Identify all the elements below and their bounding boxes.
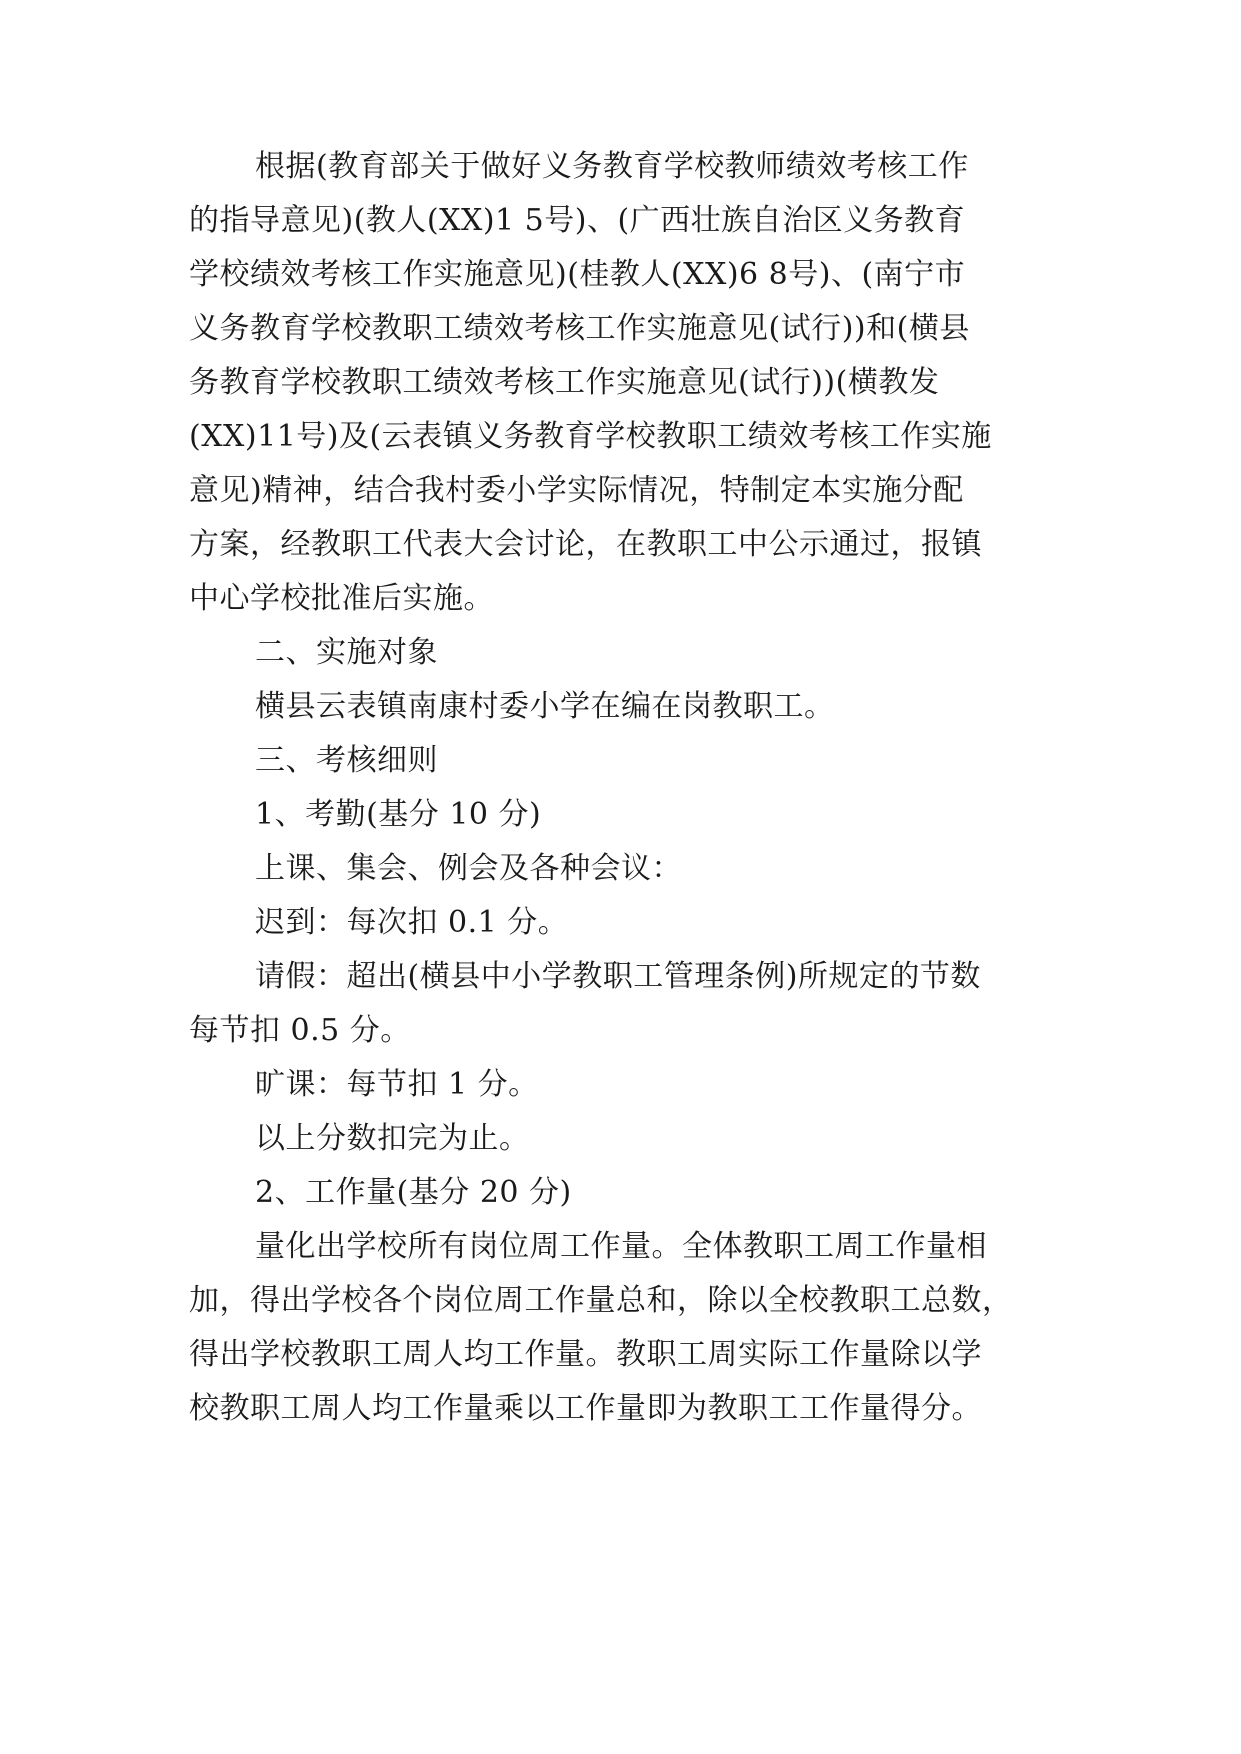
- section-heading: 二、实施对象: [255, 635, 438, 670]
- paragraph-line: 迟到：每次扣 0.1 分。: [255, 905, 569, 940]
- paragraph-line: 的指导意见)(教人(XX)1 5号)、(广西壮族自治区义务教育: [189, 203, 966, 238]
- paragraph-line: 横县云表镇南康村委小学在编在岗教职工。: [255, 689, 835, 724]
- paragraph-line: 量化出学校所有岗位周工作量。全体教职工周工作量相: [255, 1229, 987, 1264]
- paragraph-line: 务教育学校教职工绩效考核工作实施意见(试行))(横教发: [189, 365, 940, 400]
- paragraph-line: 旷课：每节扣 1 分。: [255, 1067, 539, 1102]
- paragraph-line: 方案，经教职工代表大会讨论，在教职工中公示通过，报镇: [189, 527, 982, 562]
- paragraph-line: 义务教育学校教职工绩效考核工作实施意见(试行))和(横县: [189, 311, 970, 346]
- paragraph-line: 意见)精神，结合我村委小学实际情况，特制定本实施分配: [189, 473, 964, 508]
- paragraph-line: 上课、集会、例会及各种会议：: [255, 851, 682, 886]
- section-heading: 三、考核细则: [255, 743, 438, 778]
- paragraph-line: 中心学校批准后实施。: [189, 581, 494, 616]
- paragraph-line: 以上分数扣完为止。: [255, 1121, 530, 1156]
- paragraph-line: 校教职工周人均工作量乘以工作量即为教职工工作量得分。: [189, 1391, 982, 1426]
- paragraph-line: 每节扣 0.5 分。: [189, 1013, 411, 1048]
- paragraph-line: 学校绩效考核工作实施意见)(桂教人(XX)6 8号)、(南宁市: [189, 257, 966, 292]
- paragraph-line: 根据(教育部关于做好义务教育学校教师绩效考核工作: [255, 149, 969, 184]
- paragraph-line: 请假：超出(横县中小学教职工管理条例)所规定的节数: [255, 959, 981, 994]
- subsection-heading: 2、工作量(基分 20 分): [255, 1175, 572, 1210]
- paragraph-line: 加，得出学校各个岗位周工作量总和，除以全校教职工总数，: [189, 1283, 1013, 1318]
- subsection-heading: 1、考勤(基分 10 分): [255, 797, 542, 832]
- paragraph-line: (XX)11号)及(云表镇义务教育学校教职工绩效考核工作实施: [189, 419, 992, 454]
- paragraph-line: 得出学校教职工周人均工作量。教职工周实际工作量除以学: [189, 1337, 982, 1372]
